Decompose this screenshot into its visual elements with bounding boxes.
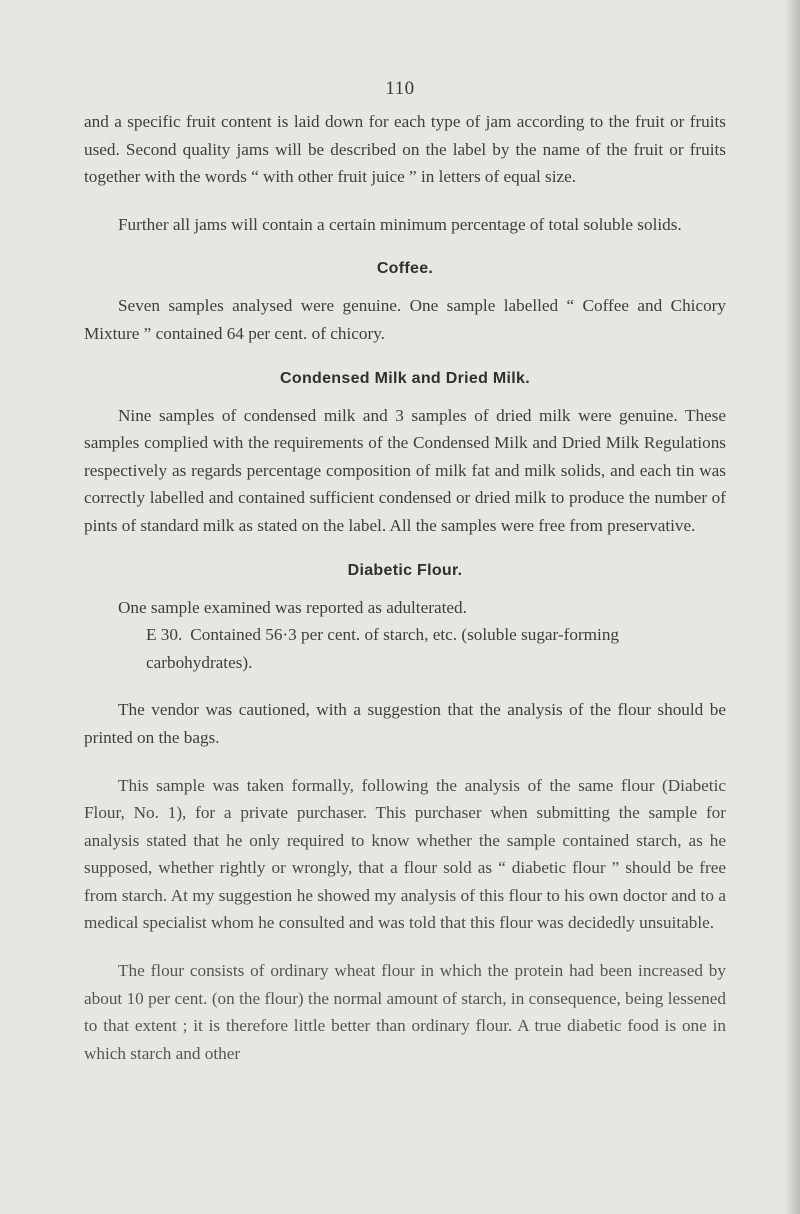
paragraph-coffee: Seven samples analysed were genuine. One sample labelled “ Coffee and Chicory Mixture ” contained 64 per cent. of chicory. [84,296,726,343]
paragraph-condensed-milk: Nine samples of condensed milk and 3 samples of dried milk were genuine. These samples complied with the requirements of the Condensed Milk and Dried Milk Regulations respectively as regards percentage composition of milk fat and milk solids, and each tin was correctly labelled and contained sufficient condensed or dried milk to produce the number of pints of standard milk as stated on the label. All the samples were free from preservative. [84,405,726,535]
sample-entry [146,621,726,649]
paragraph-diabetic-intro: One sample examined was reported as adulterated. [118,597,467,617]
paragraph-vendor-cautioned: The vendor was cautioned, with a suggestion that the analysis of the flour should be printed on the bags. [84,700,726,747]
sample-entry-ref: E 30. [146,625,183,645]
page-edge-shadow [786,0,800,1214]
heading-condensed-milk: Condensed Milk and Dried Milk. [280,369,530,387]
paragraph-jam-continuation: and a specific fruit content is laid down for each type of jam according to the fruit or fruits used. Second quality jams will be described on the label by the name of the fruit or fruits together with the words “ with other fruit juice ” in letters of equal size. [84,112,726,187]
page-number: 110 [385,78,415,99]
heading-coffee: Coffee. [376,260,434,278]
paragraph-flour-composition: The flour consists of ordinary wheat flour in which the protein had been increased by about 10 per cent. (on the flour) the normal amount of starch, in consequence, being lessened to that extent ; it is therefore little better than ordinary flour. A true diabetic food is one in which starch and other [84,961,726,1063]
sample-entry-text: Contained 56·3 per cent. of starch, etc. (soluble sugar-forming [190,625,620,645]
paragraph-formal-sample: This sample was taken formally, following the analysis of the same flour (Diabetic Flour, No. 1), for a private purchaser. This purchaser when submitting the sample for analysis stated that he only required to know whether the sample contained starch, as he supposed, whether rightly or wrongly, that a flour sold as “ diabetic flour ” should be free from starch. At my suggestion he showed my analysis of this flour to his own doctor and to a medical specialist whom he consulted and was told that this flour was decidedly unsuitable. [84,775,726,933]
paragraph-jam-soluble-solids: Further all jams will contain a certain minimum percentage of total soluble solids. [118,214,682,234]
sample-entry-continuation: carbohydrates). [146,652,253,672]
page-body [84,108,726,1067]
heading-diabetic-flour: Diabetic Flour. [347,561,463,579]
